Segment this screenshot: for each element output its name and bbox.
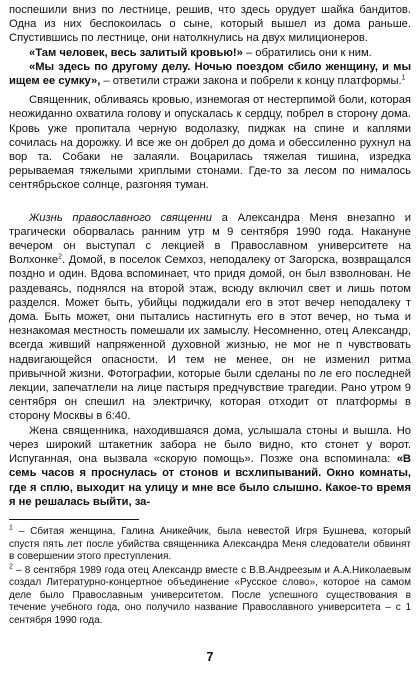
footnote-divider: [9, 519, 139, 520]
footnote-2-text: – 8 сентября 1989 года отец Александр вместе с В.В.Андреезым и А.А.Николаевым создал Литературно-концертное объединение «Русское слово», которое на самом деле было Православным университетом. После успешного существования в течение учебного года, оно получило название Православного университета – с 1 сентября 1990 года.: [9, 564, 411, 627]
paragraph-3-text: – ответили стражи закона и побрели к концу платформы.: [100, 75, 402, 88]
paragraph-3: [9, 60, 411, 88]
paragraph-5: [9, 211, 411, 424]
quote-police-answer: «Мы здесь по другому делу. Ночью поездом сбило женщину, и мы ищем ее сумку»,: [9, 60, 411, 88]
paragraph-5-text-b: . Домой, в поселок Семхоз, неподалеку от Загорска, возвращался поздно и один. Вдова вспоминает, что придя домой, он был взволнован. Не раздеваясь, поднялся на второй этаж, всюду включил свет и лишь потом разделся. Может быть, убийцы поджидали его в этот вечер неподалеку т дома. Быть может, они пытались настигнуть его в этот вечер, но тьма и незнакомая местность помешали их замыслу. Несомненно, отец Александр, всегда живший напряженной духовной жизнью, не мог не п чувствовать надвигающейся опасности. И тем не менее, он не изменил ритма привычной жизни. Фотографии, которые были сделаны по ле его последней лекции, запечатлели на лице пастыря предчувствие трагедии. Рано утром 9 сентября он спешил на электричку, которая отходит от платформы в сторону Москвы в 6:40.: [9, 254, 411, 423]
paragraph-1: [9, 3, 411, 46]
paragraph-5-lead: Жизнь православного священни: [29, 211, 212, 224]
quote-bloodied-man: «Там человек, весь залитый кровью!»: [29, 46, 243, 59]
paragraph-2: [9, 46, 411, 60]
page-number: 7: [206, 650, 214, 664]
footnote-2: [9, 565, 411, 628]
footnote-2-number: 2: [9, 563, 13, 571]
footnote-ref-1: 1: [401, 74, 406, 82]
paragraph-6: [9, 424, 411, 509]
footnote-1-text: – Сбитая женщина, Галина Аникейчик, была невестой Игря Бушнева, который спустя пять лет после убийства священника Александра Меня следователи обвинят в совершении этого преступления.: [9, 525, 411, 563]
paragraph-5-text-a: а Александра Меня внезапно и трагически оборвалась ранним утр м 9 сентября 1990 года. Накануне вечером он выступал с лекцией в Православном университете на Волхонке: [9, 211, 411, 267]
paragraph-4-text: Священник, обливаясь кровью, изнемогая от нестерпимой боли, которая неожиданно охватила голову и опускалась к сердцу, побрел в сторону дома. Кровь уже пропитала черную водолазку, пиджак на спине и каплями сочилась на дорожку. И все же он добрел до дома и обессиленно рухнул на вор та. Собаки не залаяли. Воцарилась тяжелая тишина, изредка рерываемая тяжелыми хриплыми стонами. Где-то за лесом по нималось сентябрьское солнце, разгоняя туман.: [9, 94, 411, 192]
footnote-ref-2: 2: [58, 253, 62, 261]
paragraph-2-text: – обратились они к ним.: [242, 46, 372, 59]
footnote-1-number: 1: [9, 524, 13, 532]
paragraph-6-text: Жена священника, находившаяся дома, услышала стоны и вышла. Но через широкий штакетник забора не было видно, кто стонет у ворот. Испуганная, она вызвала «скорую помощь». Позже она вспоминала:: [9, 424, 411, 466]
paragraph-4: [9, 93, 411, 192]
quote-widow-memory: «В семь часов я проснулась от стонов и всхлипываний. Окно комнаты, где я сплю, выходит на улицу и мне все было слышно. Какое-то время я не решалась выйти, за-: [9, 453, 411, 508]
footnote-1: [9, 526, 411, 564]
paragraph-1-text: поспешили вниз по лестнице, решив, что здесь орудует шайка бандитов. Одна из них беспокоилась о сыне, который вышел из дома раньше. Спустившись по лестнице, они натолкнулись на двух милиционеров.: [9, 4, 411, 45]
